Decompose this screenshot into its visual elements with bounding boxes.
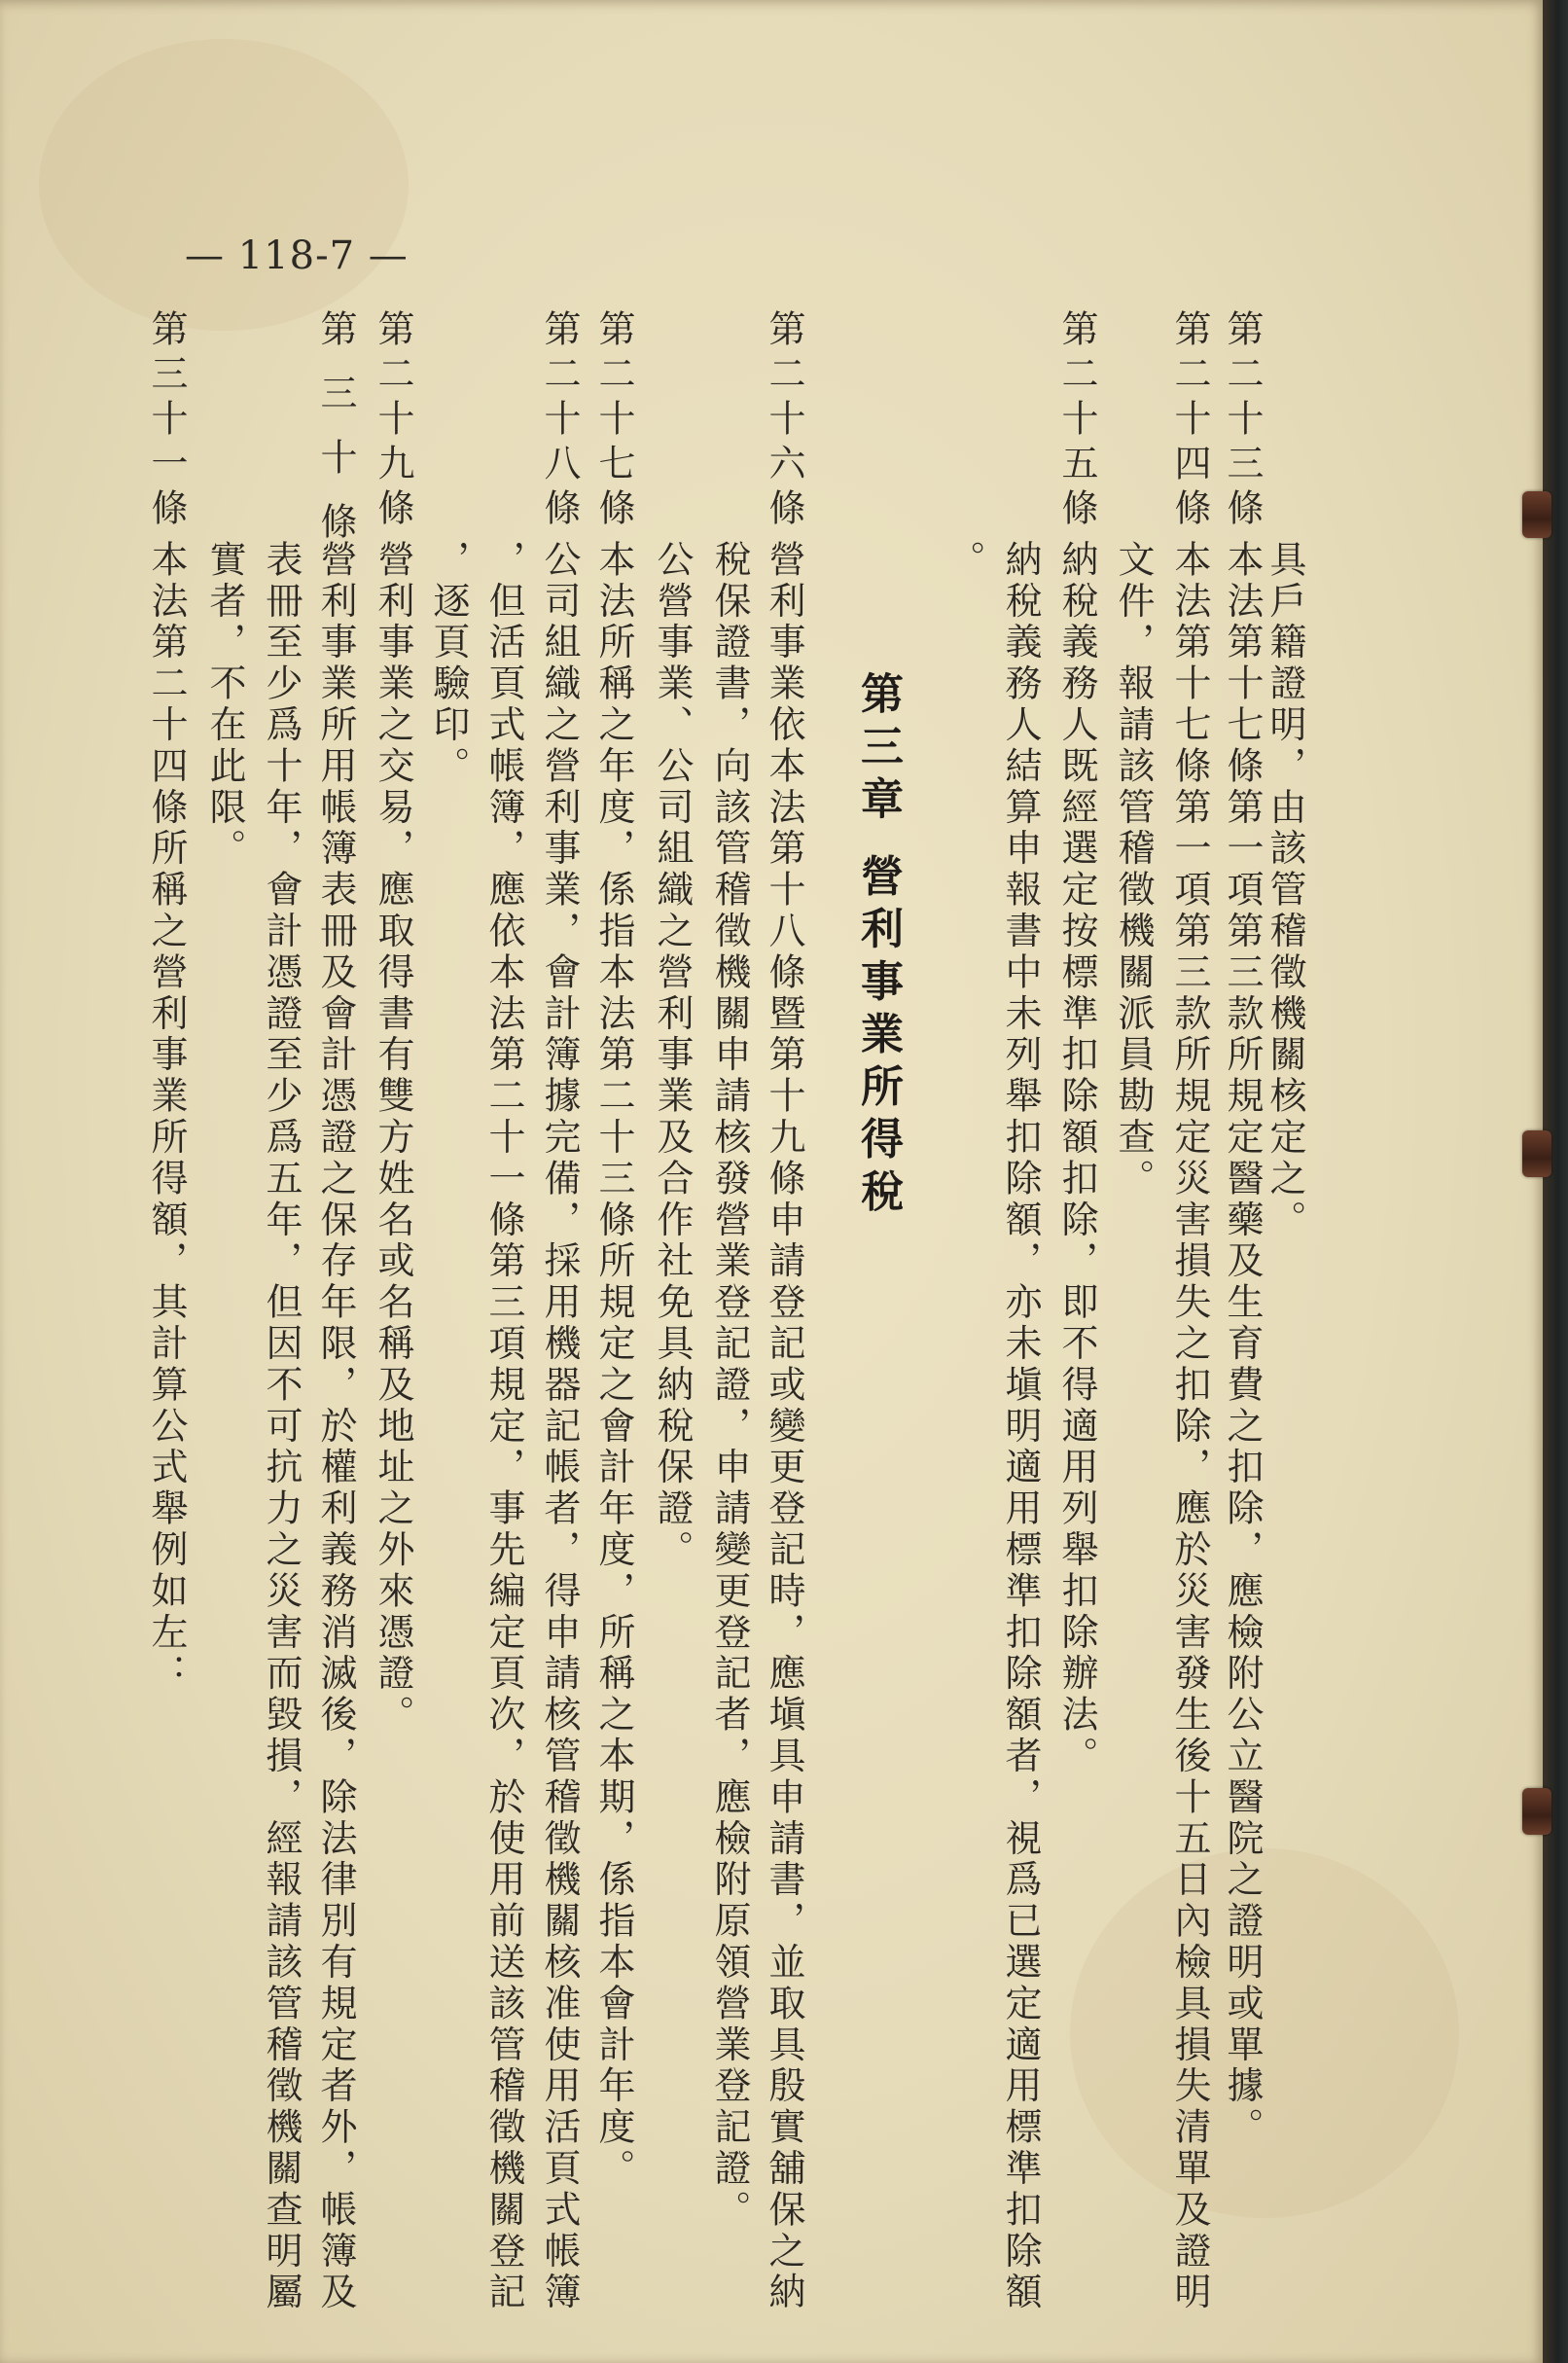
text-column: 公營事業、公司組織之營利事業及合作社免具納稅保證。: [651, 540, 694, 1571]
article-label: 第三十一條: [145, 309, 188, 533]
text-column: 納稅義務人既經選定按標準扣除額扣除，即不得適用列舉扣除辦法。: [1055, 540, 1098, 1777]
binding-stitch: [1522, 1130, 1551, 1177]
chapter-title: 第三章 營利事業所得稅: [853, 671, 903, 1222]
text-column: 實者，不在此限。: [203, 540, 246, 871]
paper-stain: [1070, 1848, 1459, 2218]
book-binding: [1543, 0, 1568, 2363]
text-column: 。: [943, 540, 985, 582]
text-column: 納稅義務人結算申報書中未列舉扣除額，亦未塡明適用標準扣除額者，視爲已選定適用標準扣除額: [999, 540, 1042, 2314]
article-label: 第二十四條: [1168, 309, 1211, 533]
text-column: 本法第十七條第一項第三款所規定醫藥及生育費之扣除，應檢附公立醫院之證明或單據。: [1221, 540, 1264, 2149]
binding-stitch: [1522, 491, 1551, 538]
text-column: 具戶籍證明，由該管稽徵機關核定之。: [1264, 540, 1306, 1241]
text-column: 本法第十七條第一項第三款所規定災害損失之扣除，應於災害發生後十五日內檢具損失清單及證明: [1168, 540, 1211, 2314]
article-label: 第二十六條: [763, 309, 805, 533]
paper-stain: [39, 39, 409, 331]
text-column: 表冊至少爲十年，會計憑證至少爲五年，但因不可抗力之災害而毀損，經報請該管稽徵機關查明屬: [260, 540, 303, 2314]
article-label: 第二十五條: [1055, 309, 1098, 533]
text-column: 本法所稱之年度，係指本法第二十三條所規定之會計年度，所稱之本期，係指本會計年度。: [592, 540, 635, 2190]
text-column: 營利事業之交易，應取得書有雙方姓名或名稱及地址之外來憑證。: [372, 540, 414, 1736]
text-column: 本法第二十四條所稱之營利事業所得額，其計算公式舉例如左：: [145, 540, 188, 1696]
text-column: ，逐頁驗印。: [427, 540, 470, 788]
article-label: 第二十九條: [372, 309, 414, 533]
text-column: 文件，報請該管稽徵機關派員勘查。: [1112, 540, 1155, 1200]
article-label: 第二十三條: [1221, 309, 1264, 533]
article-label: 第二十八條: [538, 309, 581, 533]
article-label: 第二十七條: [592, 309, 635, 533]
text-column: 營利事業依本法第十八條暨第十九條申請登記或變更登記時，應塡具申請書，並取具殷實舖保之納: [763, 540, 805, 2314]
article-label: 第 三 十 條: [314, 309, 357, 548]
binding-stitch: [1522, 1788, 1551, 1835]
text-column: 稅保證書，向該管稽徵機關申請核發營業登記證，申請變更登記者，應檢附原領營業登記證。: [708, 540, 751, 2232]
page-number: — 118-7 —: [185, 233, 409, 278]
text-column: 營利事業所用帳簿表冊及會計憑證之保存年限，於權利義務消滅後，除法律別有規定者外，帳簿及: [314, 540, 357, 2314]
text-column: 公司組織之營利事業，會計簿據完備，採用機器記帳者，得申請核管稽徵機關核准使用活頁式帳簿: [538, 540, 581, 2314]
text-column: ，但活頁式帳簿，應依本法第二十一條第三項規定，事先編定頁次，於使用前送該管稽徵機關登記: [482, 540, 525, 2314]
